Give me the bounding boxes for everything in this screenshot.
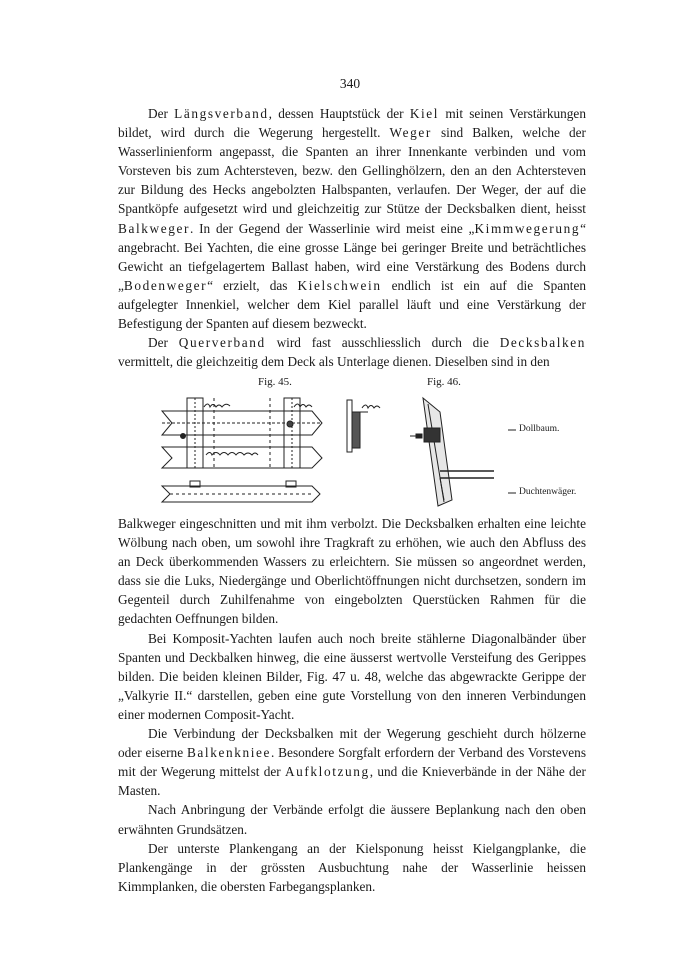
fig46-caption: Fig. 46. bbox=[427, 376, 461, 388]
text-run: Der bbox=[148, 335, 179, 351]
term-querverband: Querverband bbox=[178, 335, 266, 351]
term-kielschwein: Kielschwein bbox=[297, 277, 382, 293]
term-aufklotzung: Aufklotzung bbox=[284, 764, 370, 780]
term-balkweger: Balkweger bbox=[118, 220, 190, 236]
fig45-caption: Fig. 45. bbox=[258, 376, 292, 388]
term-decksbalken: Decksbalken bbox=[499, 335, 586, 351]
text-run: “ angebracht. Bei Yachten, die eine grosse Länge bei geringer Breite und beträchtliches Gewicht an tiefgelagertem Ballast haben, wird eine Verstärkung des Bodens durch „ bbox=[118, 220, 586, 293]
paragraph-balkenkniee bbox=[118, 724, 586, 800]
paragraph-continuation: Balkweger eingeschnitten und mit ihm verbolzt. Die Decksbalken erhalten eine leichte Wölbung nach oben, um sowohl ihre Tragkraft zu erhöhen, wie auch den Abfluss des an Deck überkommenden Wassers zu erleichtern. Sie müssen so angeordnet werden, dass sie die Luks, Niedergänge und Oberlichtöffnungen nicht durchsetzen, sondern im Gegenteil durch Zuhilfenahme von eingebolzten Querstücken Rahmen für die gedachten Oeffnungen bilden. bbox=[118, 516, 586, 627]
text-run: wird fast ausschliesslich durch die bbox=[265, 335, 500, 351]
term-kiel: Kiel bbox=[409, 106, 440, 121]
paragraph-beplankung: Nach Anbringung der Verbände erfolgt die äussere Beplankung nach den oben erwähnten Grundsätzen. bbox=[118, 802, 586, 837]
text-run: endlich ist ein auf die Spanten aufgelegter Innenkiel, welcher dem Kiel parallel läuft und eine Verstärkung der Befestigung der Spanten auf diesem bezweckt. bbox=[118, 277, 587, 332]
term-bodenweger: Bodenweger bbox=[123, 277, 208, 293]
text-run: . Besondere Sorgfalt erfordern der Verband des Vorstevens mit der Wegerung mittelst der bbox=[118, 745, 586, 780]
text-run: Die Verbindung der Decksbalken mit der Wegerung geschieht durch hölzerne oder eiserne bbox=[118, 726, 586, 761]
text-run: , dessen Hauptstück der bbox=[268, 106, 410, 121]
text-run: mit seinen Verstärkungen bildet, wird durch die Wegerung hergestellt. bbox=[118, 106, 586, 141]
text-run: vermittelt, die gleichzeitig dem Deck als Unterlage dienen. Dieselben sind in den bbox=[118, 354, 550, 370]
paragraph-komposit: Bei Komposit-Yachten laufen auch noch breite stählerne Diagonalbänder über Spanten und Deckbalken hinweg, die eine äusserst wertvolle Versteifung des Gerippes bilden. Die beiden kleinen Bilder, Fig. 47 u. 48, welche das abgewrackte Gerippe der „Valkyrie II.“ darstellen, geben eine gute Vorstellung von den inneren Verbindungen einer modernen Composit-Yacht. bbox=[118, 630, 586, 722]
text-run: Der bbox=[148, 106, 175, 121]
text-run: “ erzielt, das bbox=[207, 277, 298, 293]
text-run: . In der Gegend der Wasserlinie wird meist eine „ bbox=[190, 220, 475, 236]
fig46-label-dollbaum: Dollbaum. bbox=[519, 424, 560, 434]
term-kimmwegerung: Kimmwegerung bbox=[474, 220, 581, 236]
term-weger: Weger bbox=[389, 125, 432, 141]
text-run: , und die Knieverbände in der Nähe der Masten. bbox=[118, 764, 586, 799]
fig46-label-duchtenwaeger: Duchtenwäger. bbox=[519, 487, 577, 497]
term-laengsverband: Längsverband bbox=[174, 106, 269, 121]
text-block-lower bbox=[118, 514, 586, 896]
term-balkenkniee: Balkenkniee bbox=[186, 745, 272, 761]
paragraph-querverband bbox=[118, 333, 586, 371]
paragraph-plankengang: Der unterste Plankengang an der Kielsponung heisst Kielgangplanke, die Plankengänge in der grössten Ausbuchtung nahe der Wasserlinie heissen Kimmplanken, die obersten Farbegangsplanken. bbox=[118, 840, 586, 894]
text-block-upper bbox=[118, 104, 586, 371]
paragraph-laengsverband bbox=[118, 104, 586, 333]
page-number: 340 bbox=[339, 76, 361, 91]
text-run: sind Balken, welche der Wasserlinienform angepasst, die Spanten an ihrer Innenkante verbinden und vom Vorsteven bis zum Achtersteven, bezw. den Gellinghölzern, den an den Achtersteven zur Bildung des Hecks angebolzten Halbspanten, verlaufen. Der Weger, der auf die Spantköpfe aufgesetzt wird und gleichzeitig zur Stütze der Decksbalken dient, heisst bbox=[118, 125, 586, 217]
